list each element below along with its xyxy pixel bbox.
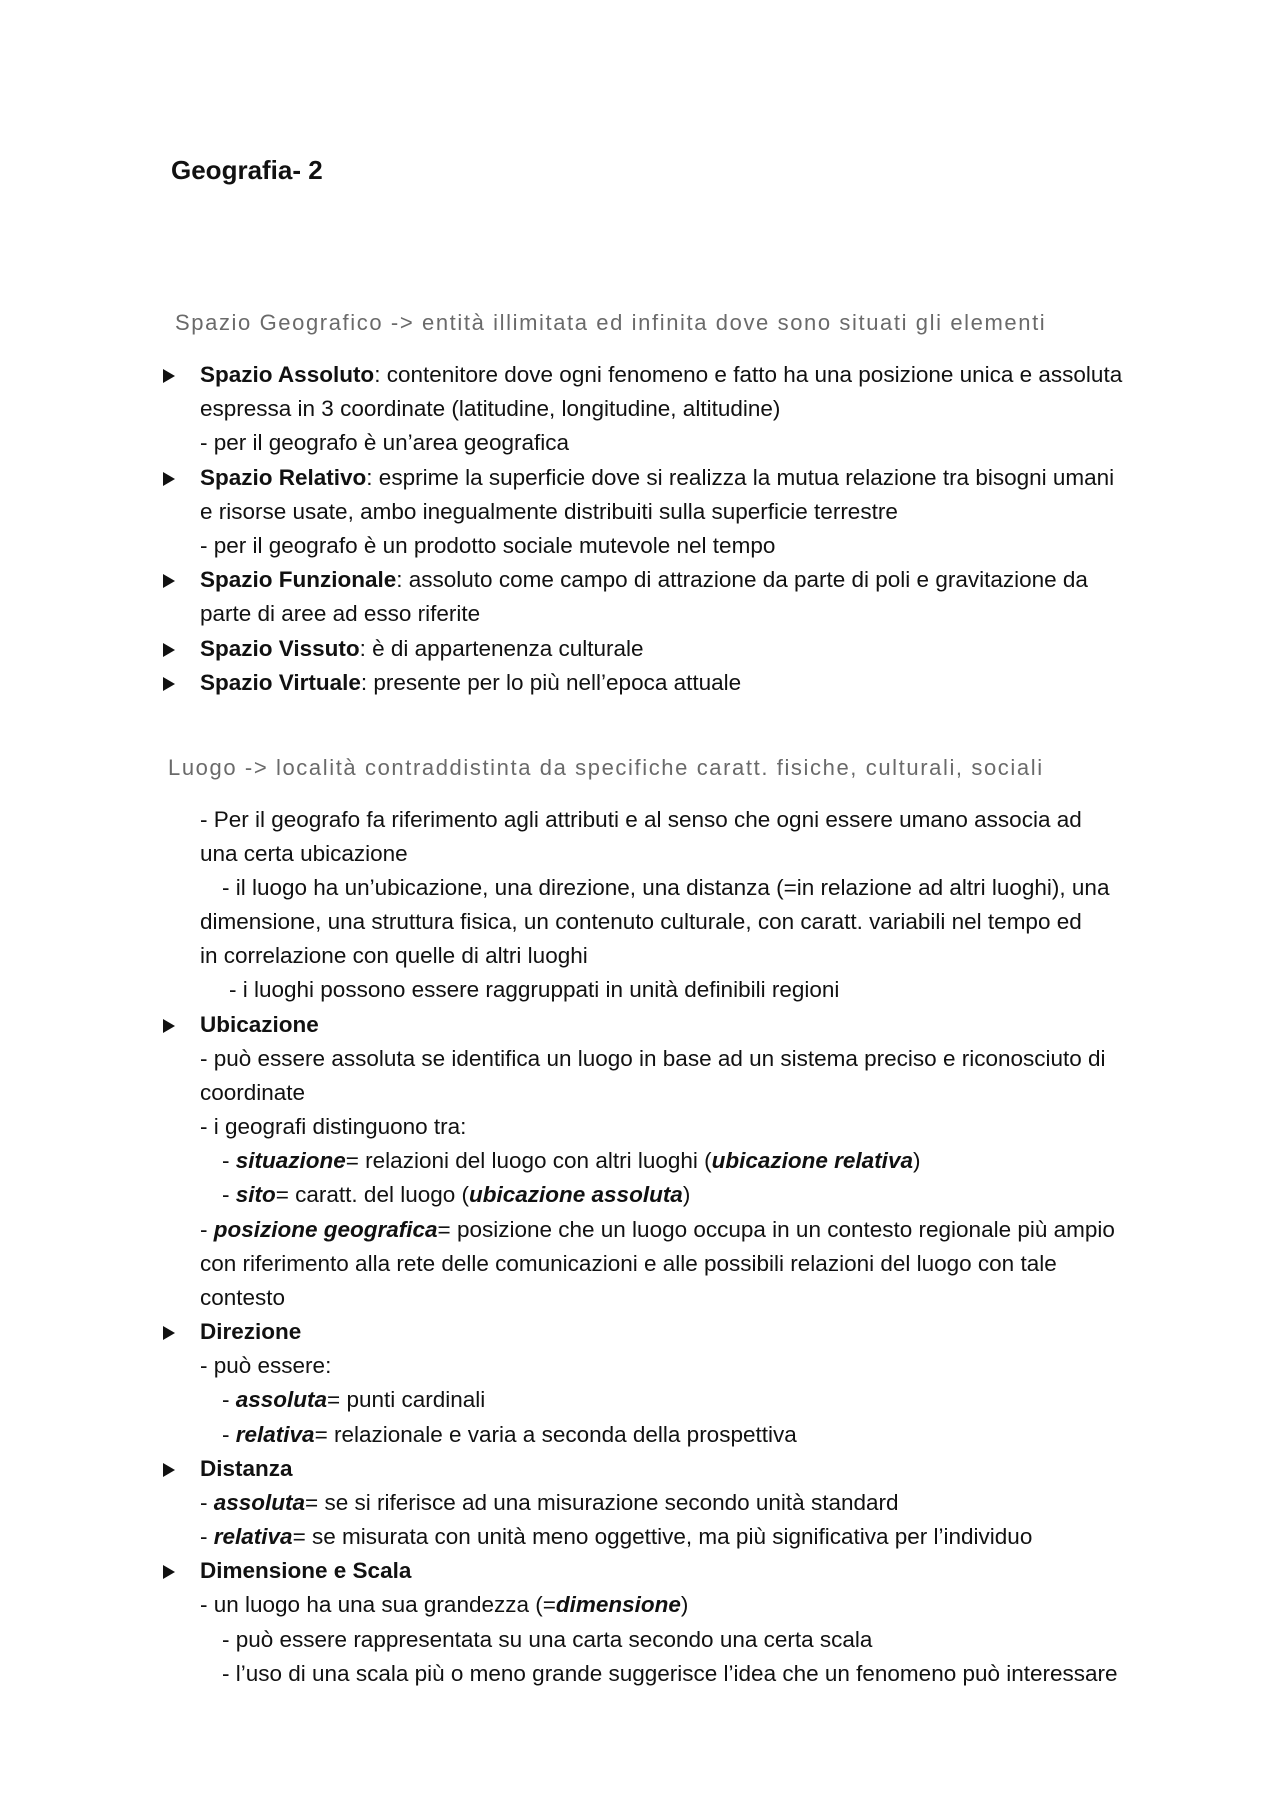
list-item-note: - per il geografo è un’area geografica bbox=[200, 430, 569, 455]
item-line: coordinate bbox=[200, 1080, 306, 1105]
list-item: Spazio Vissuto: è di appartenenza culturale bbox=[200, 636, 644, 661]
arrow-bullet-icon bbox=[161, 666, 185, 700]
arrow-bullet-icon bbox=[161, 1008, 185, 1042]
item-line: - sito= caratt. del luogo (ubicazione assoluta) bbox=[222, 1182, 691, 1207]
item-line: - posizione geografica= posizione che un luogo occupa in un contesto regionale più ampio bbox=[200, 1217, 1115, 1242]
item-heading: Ubicazione bbox=[200, 1012, 319, 1037]
item-line: con riferimento alla rete delle comunicazioni e alle possibili relazioni del luogo con tale bbox=[200, 1251, 1057, 1276]
arrow-bullet-icon bbox=[161, 1554, 185, 1588]
list-item-continuation: parte di aree ad esso riferite bbox=[200, 601, 481, 626]
arrow-bullet-icon bbox=[161, 563, 185, 597]
item-line: - assoluta= punti cardinali bbox=[222, 1387, 486, 1412]
item-line: - relativa= se misurata con unità meno oggettive, ma più significativa per l’individuo bbox=[200, 1524, 1033, 1549]
section-heading-spazio: Spazio Geografico -> entità illimitata ed infinita dove sono situati gli elementi bbox=[175, 310, 1047, 335]
arrow-bullet-icon bbox=[161, 632, 185, 666]
list-item: Spazio Virtuale: presente per lo più nell’epoca attuale bbox=[200, 670, 742, 695]
item-line: - situazione= relazioni del luogo con altri luoghi (ubicazione relativa) bbox=[222, 1148, 921, 1173]
item-line: - relativa= relazionale e varia a seconda della prospettiva bbox=[222, 1422, 797, 1447]
page-title: Geografia- 2 bbox=[171, 155, 323, 185]
intro-line: in correlazione con quelle di altri luoghi bbox=[200, 943, 588, 968]
item-line: - può essere: bbox=[200, 1353, 332, 1378]
list-item-continuation: e risorse usate, ambo inegualmente distribuiti sulla superficie terrestre bbox=[200, 499, 898, 524]
arrow-bullet-icon bbox=[161, 358, 185, 392]
item-heading: Direzione bbox=[200, 1319, 302, 1344]
intro-line: - i luoghi possono essere raggruppati in unità definibili regioni bbox=[229, 977, 840, 1002]
intro-line: - Per il geografo fa riferimento agli attributi e al senso che ogni essere umano associa ad bbox=[200, 807, 1082, 832]
item-line: - l’uso di una scala più o meno grande suggerisce l’idea che un fenomeno può interessare bbox=[222, 1661, 1118, 1686]
arrow-bullet-icon bbox=[161, 461, 185, 495]
item-heading: Distanza bbox=[200, 1456, 293, 1481]
item-line: - un luogo ha una sua grandezza (=dimensione) bbox=[200, 1592, 689, 1617]
list-item-continuation: espressa in 3 coordinate (latitudine, longitudine, altitudine) bbox=[200, 396, 781, 421]
list-item: Spazio Assoluto: contenitore dove ogni fenomeno e fatto ha una posizione unica e assoluta bbox=[200, 362, 1123, 387]
item-line: - può essere assoluta se identifica un luogo in base ad un sistema preciso e riconosciuto di bbox=[200, 1046, 1106, 1071]
list-item: Spazio Funzionale: assoluto come campo di attrazione da parte di poli e gravitazione da bbox=[200, 567, 1088, 592]
item-line: - i geografi distinguono tra: bbox=[200, 1114, 467, 1139]
arrow-bullet-icon bbox=[161, 1315, 185, 1349]
item-line: - può essere rappresentata su una carta secondo una certa scala bbox=[222, 1627, 873, 1652]
list-item-note: - per il geografo è un prodotto sociale mutevole nel tempo bbox=[200, 533, 776, 558]
item-line: - assoluta= se si riferisce ad una misurazione secondo unità standard bbox=[200, 1490, 899, 1515]
intro-line: una certa ubicazione bbox=[200, 841, 408, 866]
section-heading-luogo: Luogo -> località contraddistinta da specifiche caratt. fisiche, culturali, sociali bbox=[168, 755, 1044, 780]
list-item: Spazio Relativo: esprime la superficie dove si realizza la mutua relazione tra bisogni umani bbox=[200, 465, 1115, 490]
item-heading: Dimensione e Scala bbox=[200, 1558, 412, 1583]
item-line: contesto bbox=[200, 1285, 286, 1310]
intro-line: - il luogo ha un’ubicazione, una direzione, una distanza (=in relazione ad altri luoghi), una bbox=[222, 875, 1110, 900]
intro-line: dimensione, una struttura fisica, un contenuto culturale, con caratt. variabili nel tempo ed bbox=[200, 909, 1082, 934]
arrow-bullet-icon bbox=[161, 1452, 185, 1486]
